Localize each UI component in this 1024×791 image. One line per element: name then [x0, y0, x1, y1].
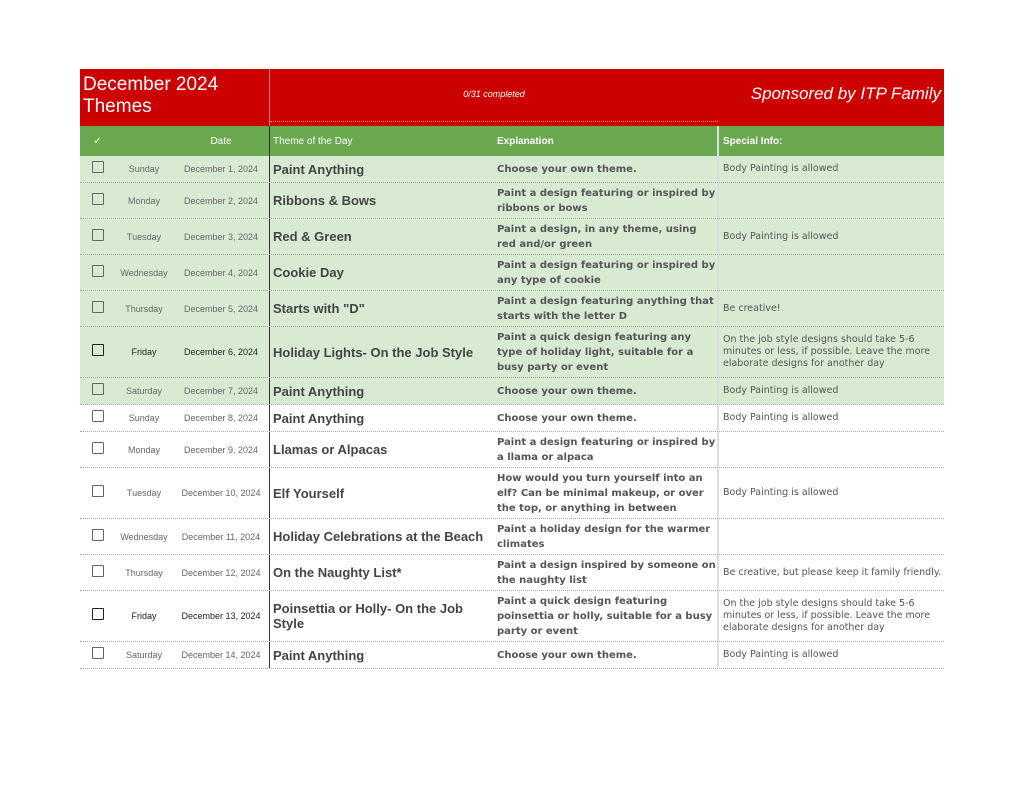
checkbox[interactable] — [80, 300, 115, 318]
theme-cell: Holiday Celebrations at the Beach — [269, 519, 495, 554]
checkbox[interactable] — [80, 484, 115, 502]
checkbox-icon[interactable] — [92, 265, 104, 277]
theme-cell: Holiday Lights- On the Job Style — [269, 327, 495, 377]
banner — [80, 69, 944, 126]
date-cell: December 6, 2024 — [183, 347, 259, 357]
checkbox[interactable] — [80, 192, 115, 210]
day-cell: Sunday — [128, 413, 160, 423]
special-info-cell — [717, 519, 944, 554]
special-info-cell — [717, 432, 944, 467]
explanation-cell: Choose your own theme. — [497, 649, 637, 661]
table-row — [80, 156, 944, 183]
date-cell: December 13, 2024 — [181, 611, 261, 621]
table-row — [80, 219, 944, 255]
theme-cell: Poinsettia or Holly- On the Job Style — [269, 591, 495, 641]
table-row — [80, 642, 944, 669]
explanation-cell: Paint a design featuring or inspired by a llama or alpaca — [497, 436, 716, 463]
progress-text: 0/31 completed — [463, 89, 525, 99]
explanation-header: Explanation — [497, 135, 554, 147]
checkbox-icon[interactable] — [92, 344, 104, 356]
page-title: December 2024 Themes — [83, 74, 219, 117]
checkbox-icon[interactable] — [92, 410, 104, 422]
special-info-cell: Body Painting is allowed — [717, 156, 944, 182]
explanation-cell: Paint a design featuring or inspired by ribbons or bows — [497, 187, 716, 214]
date-cell: December 12, 2024 — [181, 567, 261, 578]
explanation-cell: Paint a quick design featuring poinsettia or holly, suitable for a busy party or event — [497, 595, 713, 637]
explanation-cell: Choose your own theme. — [497, 163, 637, 175]
theme-cell: Ribbons & Bows — [269, 183, 495, 218]
theme-cell: Paint Anything — [269, 405, 495, 431]
theme-cell: Llamas or Alpacas — [269, 432, 495, 467]
date-cell: December 3, 2024 — [183, 231, 259, 242]
special-info-cell: Body Painting is allowed — [717, 219, 944, 254]
checkbox-icon[interactable] — [92, 565, 104, 577]
day-cell: Saturday — [125, 386, 163, 396]
themes-sheet — [80, 69, 944, 669]
table-row — [80, 468, 944, 519]
divider — [270, 121, 718, 122]
theme-cell: Elf Yourself — [269, 468, 495, 518]
theme-cell: Starts with "D" — [269, 291, 495, 326]
special-info-cell: Be creative! — [717, 291, 944, 326]
special-info-cell: Body Painting is allowed — [717, 642, 944, 668]
date-cell: December 9, 2024 — [183, 444, 259, 455]
checkbox-icon[interactable] — [92, 647, 104, 659]
special-info-cell: Body Painting is allowed — [717, 405, 944, 431]
table-header — [80, 126, 944, 156]
explanation-cell: Paint a design featuring anything that starts with the letter D — [497, 295, 714, 322]
day-cell: Wednesday — [120, 531, 168, 542]
explanation-cell: Paint a design, in any theme, using red and/or green — [497, 223, 697, 250]
checkbox-icon[interactable] — [92, 193, 104, 205]
day-cell: Friday — [131, 611, 157, 621]
special-info-cell: On the job style designs should take 5-6 minutes or less, if possible. Leave the more elaborate designs for another day — [717, 327, 944, 377]
table-body — [80, 156, 944, 669]
day-cell: Friday — [131, 347, 157, 357]
explanation-cell: Paint a quick design featuring any type of holiday light, suitable for a busy party or event — [497, 331, 694, 373]
date-header: Date — [210, 135, 232, 147]
date-cell: December 2, 2024 — [183, 195, 259, 206]
table-row — [80, 327, 944, 378]
table-row — [80, 183, 944, 219]
explanation-cell: Paint a design inspired by someone on the naughty list — [497, 559, 716, 586]
special-info-cell: On the job style designs should take 5-6 minutes or less, if possible. Leave the more elaborate designs for another day — [717, 591, 944, 641]
checkbox[interactable] — [80, 409, 115, 427]
theme-cell: Paint Anything — [269, 378, 495, 404]
explanation-cell: How would you turn yourself into an elf? Can be minimal makeup, or over the top, or anything in between — [497, 472, 704, 514]
explanation-cell: Paint a design featuring or inspired by any type of cookie — [497, 259, 716, 286]
special-info-cell — [717, 255, 944, 290]
special-info-cell: Be creative, but please keep it family friendly. — [717, 555, 944, 590]
theme-cell: Cookie Day — [269, 255, 495, 290]
table-row — [80, 432, 944, 468]
day-cell: Sunday — [128, 164, 160, 174]
day-cell: Thursday — [125, 567, 163, 578]
checkbox[interactable] — [80, 264, 115, 282]
special-info-cell: Body Painting is allowed — [717, 468, 944, 518]
day-cell: Thursday — [125, 303, 163, 314]
table-row — [80, 405, 944, 432]
checkbox[interactable] — [80, 160, 115, 178]
theme-cell: Paint Anything — [269, 156, 495, 182]
theme-cell: On the Naughty List* — [269, 555, 495, 590]
checkbox[interactable] — [80, 343, 115, 361]
theme-header: Theme of the Day — [269, 126, 495, 156]
explanation-cell: Choose your own theme. — [497, 385, 637, 397]
date-cell: December 5, 2024 — [183, 303, 259, 314]
table-row — [80, 519, 944, 555]
day-cell: Saturday — [125, 650, 163, 660]
checkbox[interactable] — [80, 607, 115, 625]
checkbox-icon[interactable] — [92, 383, 104, 395]
day-cell: Tuesday — [126, 231, 162, 242]
special-info-header: Special Info: — [717, 126, 944, 156]
table-row — [80, 378, 944, 405]
date-cell: December 1, 2024 — [183, 164, 259, 174]
sponsor-text: Sponsored by ITP Family — [750, 84, 941, 103]
checkbox[interactable] — [80, 646, 115, 664]
checkbox-icon[interactable] — [92, 301, 104, 313]
day-cell: Monday — [127, 444, 161, 455]
checkbox[interactable] — [80, 228, 115, 246]
table-row — [80, 291, 944, 327]
special-info-cell — [717, 183, 944, 218]
check-header-icon: ✓ — [93, 135, 102, 147]
checkbox[interactable] — [80, 382, 115, 400]
table-row — [80, 591, 944, 642]
day-cell: Wednesday — [120, 267, 168, 278]
day-cell: Monday — [127, 195, 161, 206]
date-cell: December 14, 2024 — [181, 650, 261, 660]
day-cell: Tuesday — [126, 488, 162, 498]
checkbox-icon[interactable] — [92, 229, 104, 241]
checkbox-icon[interactable] — [92, 485, 104, 497]
date-cell: December 8, 2024 — [183, 413, 259, 423]
explanation-cell: Choose your own theme. — [497, 412, 637, 424]
date-cell: December 4, 2024 — [183, 267, 259, 278]
checkbox-icon[interactable] — [92, 529, 104, 541]
explanation-cell: Paint a holiday design for the warmer climates — [497, 523, 711, 550]
checkbox[interactable] — [80, 441, 115, 459]
checkbox[interactable] — [80, 528, 115, 546]
table-row — [80, 555, 944, 591]
date-cell: December 11, 2024 — [181, 531, 261, 542]
checkbox[interactable] — [80, 564, 115, 582]
checkbox-icon[interactable] — [92, 161, 104, 173]
theme-cell: Paint Anything — [269, 642, 495, 668]
table-row — [80, 255, 944, 291]
checkbox-icon[interactable] — [92, 608, 104, 620]
date-cell: December 7, 2024 — [183, 386, 259, 396]
theme-cell: Red & Green — [269, 219, 495, 254]
special-info-cell: Body Painting is allowed — [717, 378, 944, 404]
checkbox-icon[interactable] — [92, 442, 104, 454]
date-cell: December 10, 2024 — [181, 488, 261, 498]
